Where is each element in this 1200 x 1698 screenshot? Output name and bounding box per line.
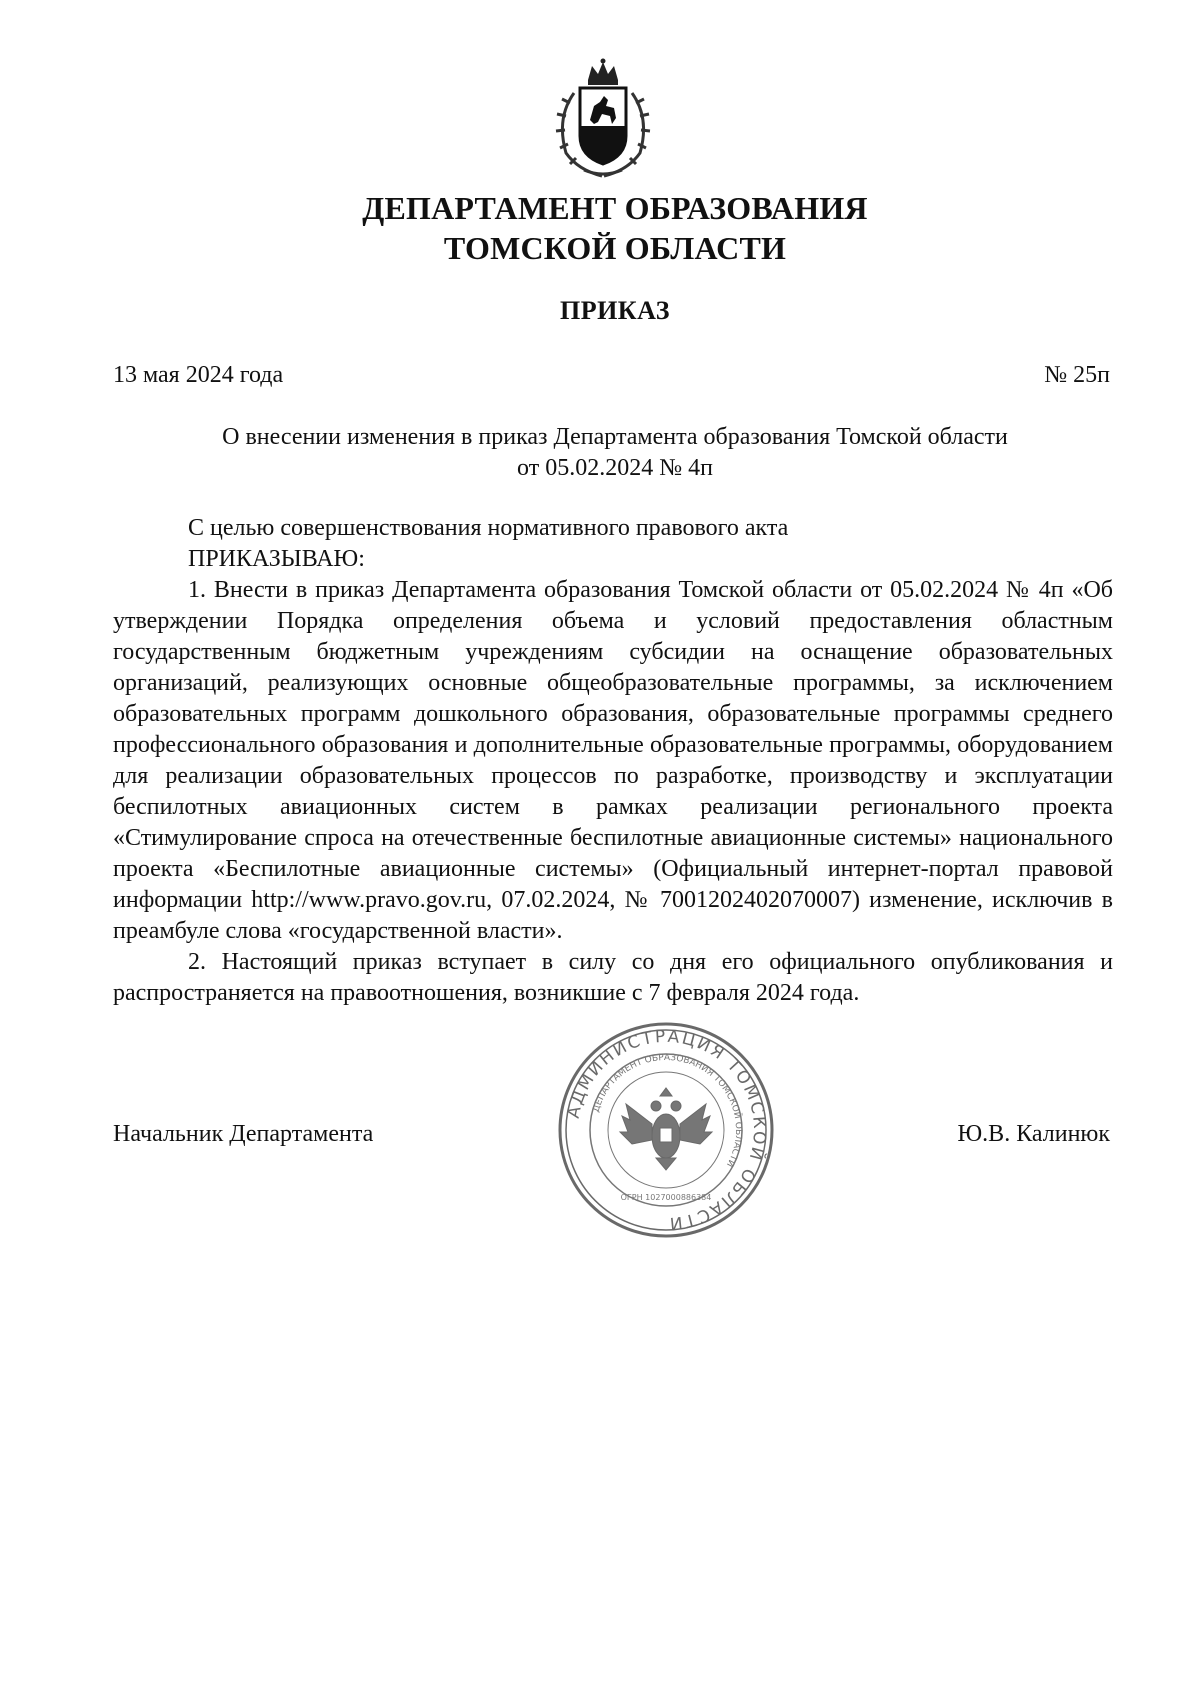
signer-name: Ю.В. Калинюк bbox=[957, 1121, 1110, 1147]
signer-position: Начальник Департамента bbox=[113, 1121, 374, 1147]
seal-ogrn: ОГРН 1027000886384 bbox=[620, 1193, 712, 1202]
item-1-paragraph: 1. Внести в приказ Департамента образования Томской области от 05.02.2024 № 4п «Об утверждении Порядка определения объема и условий предоставления областным государственным бюджетным учреждениям субсидии на оснащение образовательных организаций, реализующих основные общеобразовательные программы, за исключением образовательных программ дошкольного образования, образовательные программы среднего профессионального образования и дополнительные образовательные программы, оборудованием для реализации образовательных процессов по разработке, производству и эксплуатации беспилотных авиационных систем в рамках реализации регионального проекта «Стимулирование спроса на отечественные беспилотные авиационные системы» национального проекта «Беспилотные авиационные системы» (Официальный интернет-портал правовой информации http://www.pravo.gov.ru, 07.02.2024, № 7001202402070007) изменение, исключив в преамбуле слова «государственной власти». bbox=[113, 577, 1113, 944]
order-number: № 25п bbox=[1044, 362, 1110, 388]
department-name-line1: ДЕПАРТАМЕНТ ОБРАЗОВАНИЯ bbox=[362, 190, 868, 226]
order-subject bbox=[110, 422, 1120, 484]
order-body bbox=[113, 513, 1113, 1009]
item-2-paragraph: 2. Настоящий приказ вступает в силу со дня его официального опубликования и распространяется на правоотношения, возникшие с 7 февраля 2024 года. bbox=[113, 949, 1113, 1006]
document-type: ПРИКАЗ bbox=[559, 296, 671, 325]
order-date: 13 мая 2024 года bbox=[113, 362, 284, 388]
order-subject-line2: от 05.02.2024 № 4п bbox=[517, 455, 713, 481]
department-name bbox=[0, 188, 1200, 268]
order-subject-line1: О внесении изменения в приказ Департамента образования Томской области bbox=[222, 424, 1008, 450]
department-name-line2: ТОМСКОЙ ОБЛАСТИ bbox=[443, 230, 787, 266]
coat-of-arms-icon bbox=[544, 58, 662, 180]
intro-paragraph: С целью совершенствования нормативного правового акта bbox=[188, 515, 789, 541]
order-word: ПРИКАЗЫВАЮ: bbox=[188, 546, 365, 572]
seal-inner-text: ДЕПАРТАМЕНТ ОБРАЗОВАНИЯ ТОМСКОЙ ОБЛАСТИ bbox=[591, 1052, 744, 1169]
seal-outer-text: АДМИНИСТРАЦИЯ ТОМСКОЙ ОБЛАСТИ bbox=[563, 1026, 770, 1234]
official-seal-icon bbox=[556, 1020, 776, 1240]
